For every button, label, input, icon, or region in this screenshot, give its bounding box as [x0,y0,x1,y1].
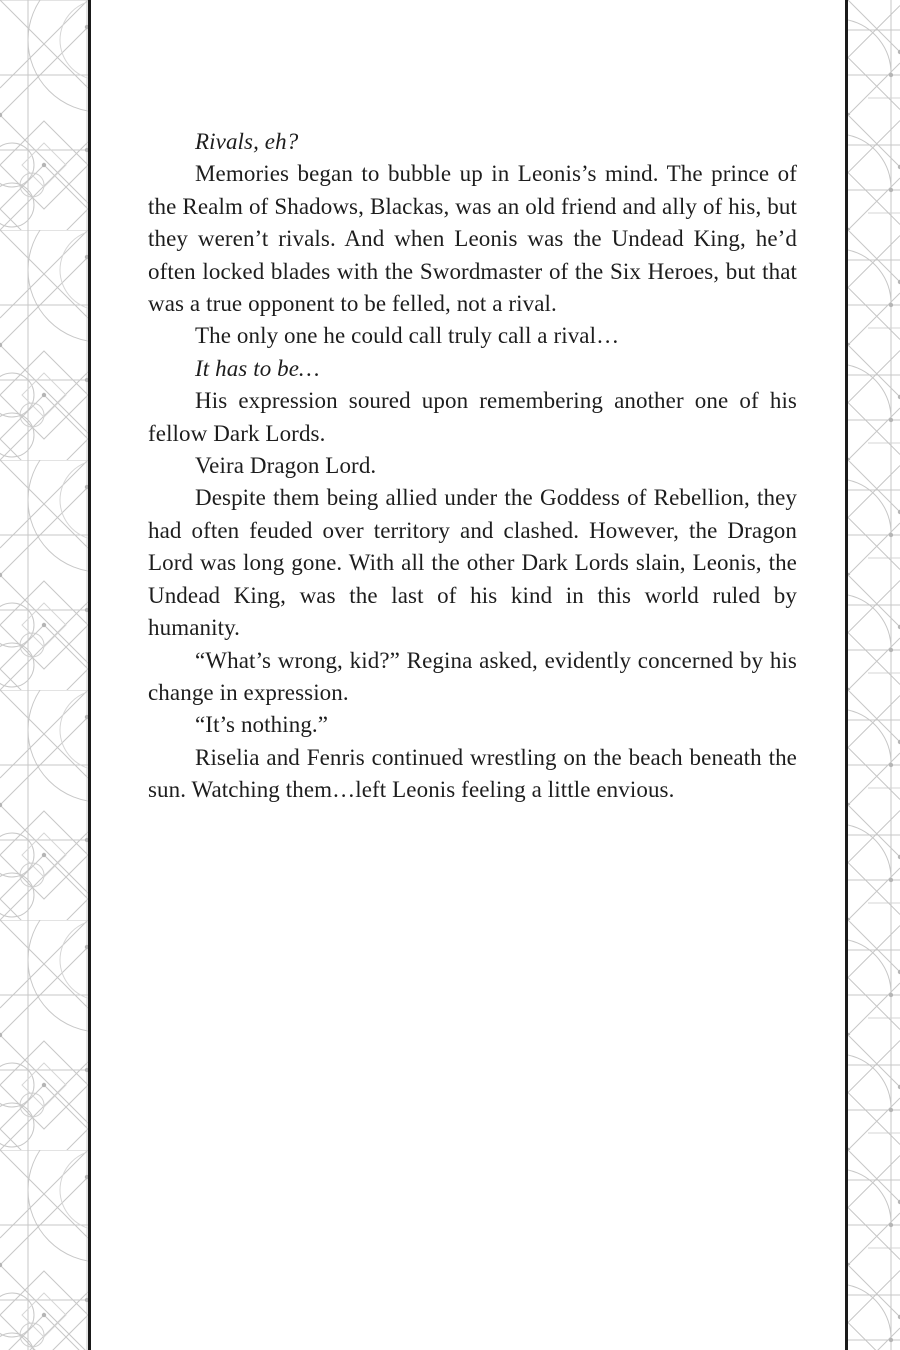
paragraph: Despite them being allied under the Goddess of Rebellion, they had often feuded over territory and clashed. However, the Dragon Lord was long gone. With all the other Dark Lords slain, Leonis, the Undead King, was the last of his kind in this world ruled by humanity. [148,485,797,641]
paragraph: Veira Dragon Lord. [195,453,377,479]
paragraph: Riselia and Fenris continued wrestling on the beach beneath the sun. Watching them…left Leonis feeling a little envious. [148,744,797,803]
paragraph: “It’s nothing.” [195,712,329,738]
paragraph: The only one he could call truly call a rival… [195,323,620,349]
left-ornament-pattern-svg [0,0,88,1350]
paragraph: It has to be… [195,355,320,381]
right-ornament-pattern-svg [848,0,900,1350]
paragraph: His expression soured upon remembering another one of his fellow Dark Lords. [148,388,797,446]
paragraph: “What’s wrong, kid?” Regina asked, evidently concerned by his change in expression. [148,647,797,705]
paragraph: Memories began to bubble up in Leonis’s mind. The prince of the Realm of Shadows, Blackas, was an old friend and ally of his, but they weren’t rivals. And when Leonis was the Undead King, he’d often locked blades with the Swordmaster of the Six Heroes, but that was a true opponent to be felled, not a rival. [148,161,797,317]
right-border-ornament [848,0,900,1350]
paragraph: Rivals, eh? [195,129,299,154]
page-text-area [91,0,845,1350]
left-border-ornament [0,0,88,1350]
